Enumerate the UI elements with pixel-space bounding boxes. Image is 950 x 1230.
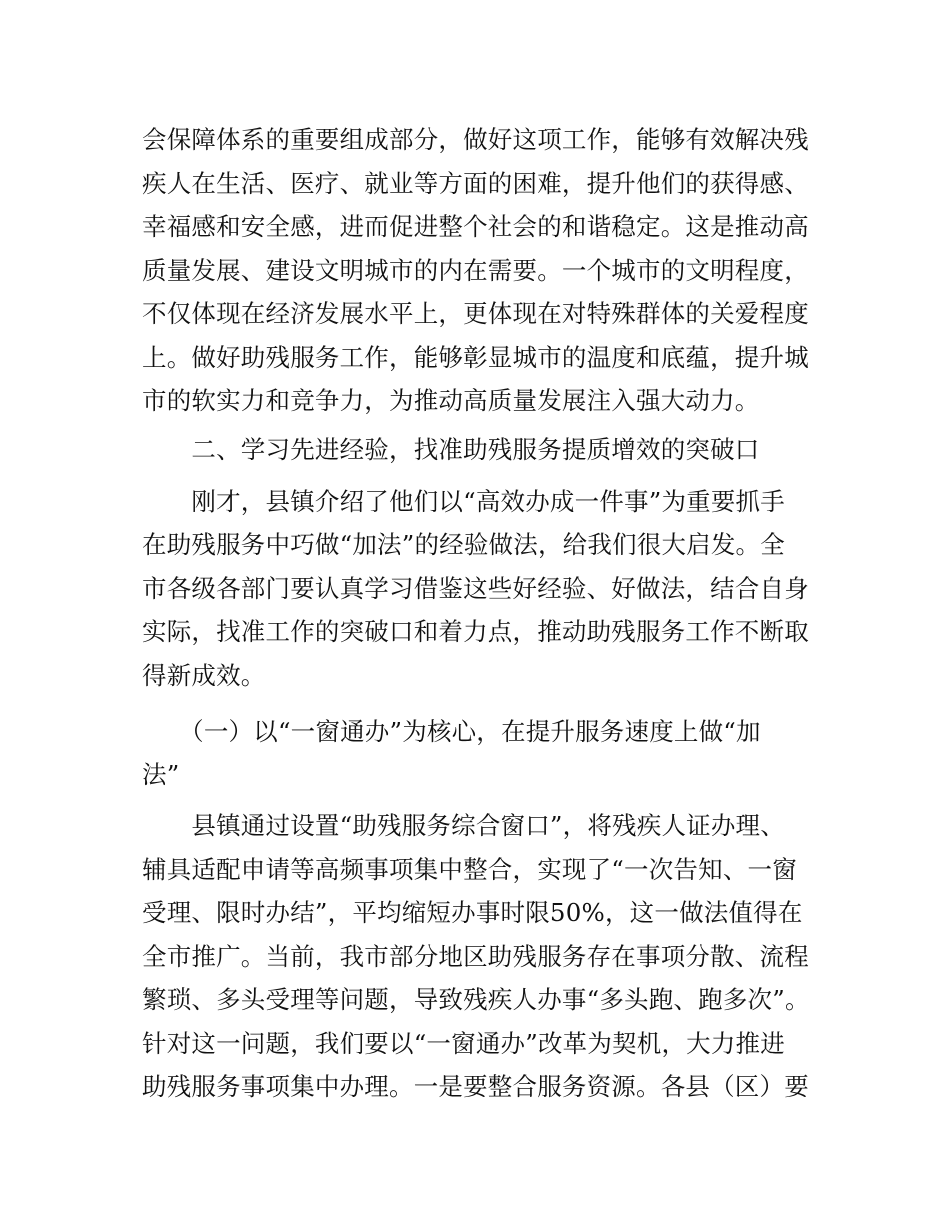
text-line: 繁琐、多头受理等问题，导致残疾人办事“多头跑、跑多次”。 <box>142 985 810 1014</box>
text-line: 县镇通过设置“助残服务综合窗口”，将残疾人证办理、 <box>142 811 785 840</box>
text-line: 疾人在生活、医疗、就业等方面的困难，提升他们的获得感、 <box>142 169 809 198</box>
text-line: 助残服务事项集中办理。一是要整合服务资源。各县（区）要 <box>142 1072 809 1101</box>
text-line: 市的软实力和竞争力，为推动高质量发展注入强大动力。 <box>142 386 760 415</box>
text-line: 刚才，县镇介绍了他们以“高效办成一件事”为重要抓手 <box>142 487 785 516</box>
text-line: 实际，找准工作的突破口和着力点，推动助残服务工作不断取 <box>142 617 809 646</box>
subsection-heading: 法” <box>142 760 180 789</box>
section-heading: 二、学习先进经验，找准助残服务提质增效的突破口 <box>142 435 760 464</box>
text-line: 幸福感和安全感，进而促进整个社会的和谐稳定。这是推动高 <box>142 212 809 241</box>
text-line: 不仅体现在经济发展水平上，更体现在对特殊群体的关爱程度 <box>142 299 809 328</box>
text-line: 辅具适配申请等高频事项集中整合，实现了“一次告知、一窗 <box>142 855 797 884</box>
text-line: 在助残服务中巧做“加法”的经验做法，给我们很大启发。全 <box>142 530 785 559</box>
text-line: 得新成效。 <box>142 661 266 690</box>
text-line: 受理、限时办结”，平均缩短办事时限50%，这一做法值得在 <box>142 898 803 927</box>
text-line: 上。做好助残服务工作，能够彰显城市的温度和底蕴，提升城 <box>142 343 809 372</box>
text-line: 质量发展、建设文明城市的内在需要。一个城市的文明程度， <box>142 256 809 285</box>
text-line: 会保障体系的重要组成部分，做好这项工作，能够有效解决残 <box>142 125 809 154</box>
text-line: 市各级各部门要认真学习借鉴这些好经验、好做法，结合自身 <box>142 574 809 603</box>
text-line: 针对这一问题，我们要以“一窗通办”改革为契机，大力推进 <box>142 1029 785 1058</box>
subsection-heading: （一）以“一窗通办”为核心，在提升服务速度上做“加 <box>142 717 761 746</box>
text-line: 全市推广。当前，我市部分地区助残服务存在事项分散、流程 <box>142 942 809 971</box>
